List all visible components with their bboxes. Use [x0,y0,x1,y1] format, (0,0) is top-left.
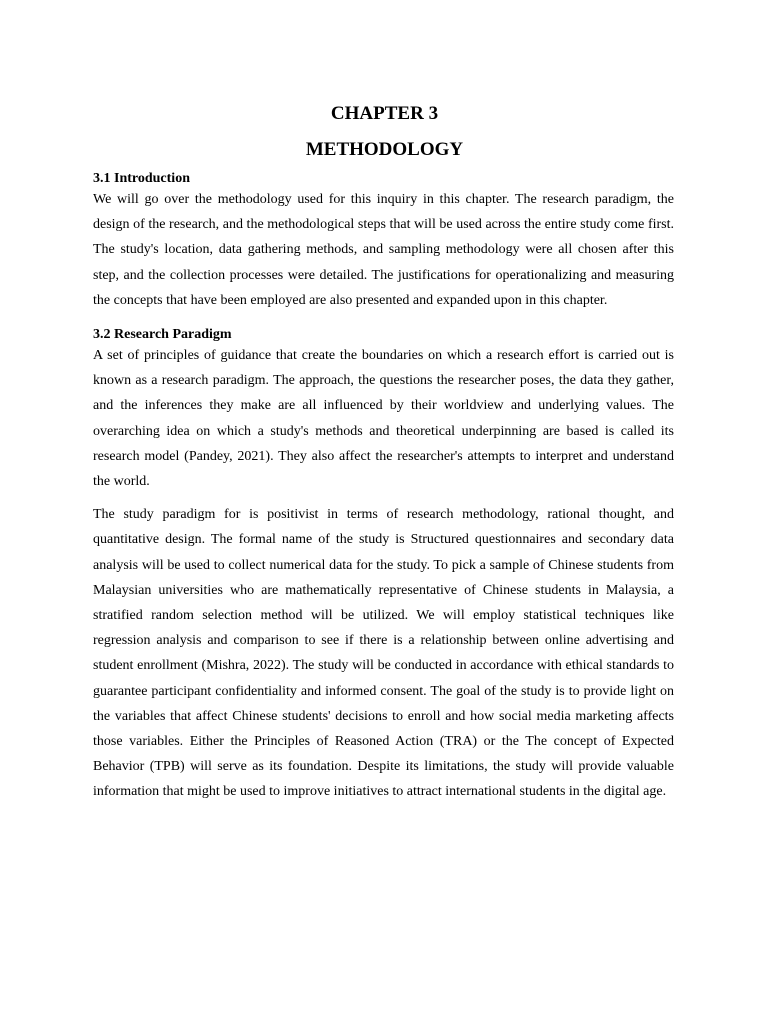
section-heading-research-paradigm: 3.2 Research Paradigm [93,327,232,343]
section-spacer [93,313,674,326]
chapter-number: CHAPTER 3 [330,103,439,124]
section-research-paradigm [93,326,674,805]
paragraph-research-paradigm-2: The study paradigm for is positivist in terms of research methodology, rational thought, and quantitative design. The formal name of the study is Structured questionnaires and secondary data analysis will be used to collect numerical data for the study. To pick a sample of Chinese students from Malaysian universities who are mathematically representative of Chinese students in Malaysia, a stratified random selection method will be utilized. We will employ statistical techniques like regression analysis and comparison to see if there is a relationship between online advertising and student enrollment (Mishra, 2022). The study will be conducted in accordance with ethical standards to guarantee participant confidentiality and informed consent. The goal of the study is to provide light on the variables that affect Chinese students' decisions to enroll and how social media marketing affects those variables. Either the Principles of Reasoned Action (TRA) or the The concept of Expected Behavior (TPB) will serve as its foundation. Despite its limitations, the study will provide valuable information that might be used to improve initiatives to attract international students in the digital age. [93,507,674,800]
paragraph-research-paradigm-1: A set of principles of guidance that create the boundaries on which a research effort is carried out is known as a research paradigm. The approach, the questions the researcher poses, the data they gather, and the inferences they make are all influenced by their worldview and underlying values. The overarching idea on which a study's methods and theoretical underpinning are based is called its research model (Pandey, 2021). They also affect the researcher's attempts to interpret and understand the world. [93,348,674,490]
paragraph-spacer [93,494,674,502]
section-heading-introduction: 3.1 Introduction [93,171,190,186]
chapter-title: METHODOLOGY [305,139,464,160]
document-page [93,98,674,805]
paragraph-introduction: We will go over the methodology used for this inquiry in this chapter. The research paradigm, the design of the research, and the methodological steps that will be used across the entire study come first. The study's location, data gathering methods, and sampling methodology were all chosen after this step, and the collection processes were detailed. The justifications for operationalizing and measuring the concepts that have been employed are also presented and expanded upon in this chapter. [93,192,674,308]
section-introduction [93,170,674,313]
